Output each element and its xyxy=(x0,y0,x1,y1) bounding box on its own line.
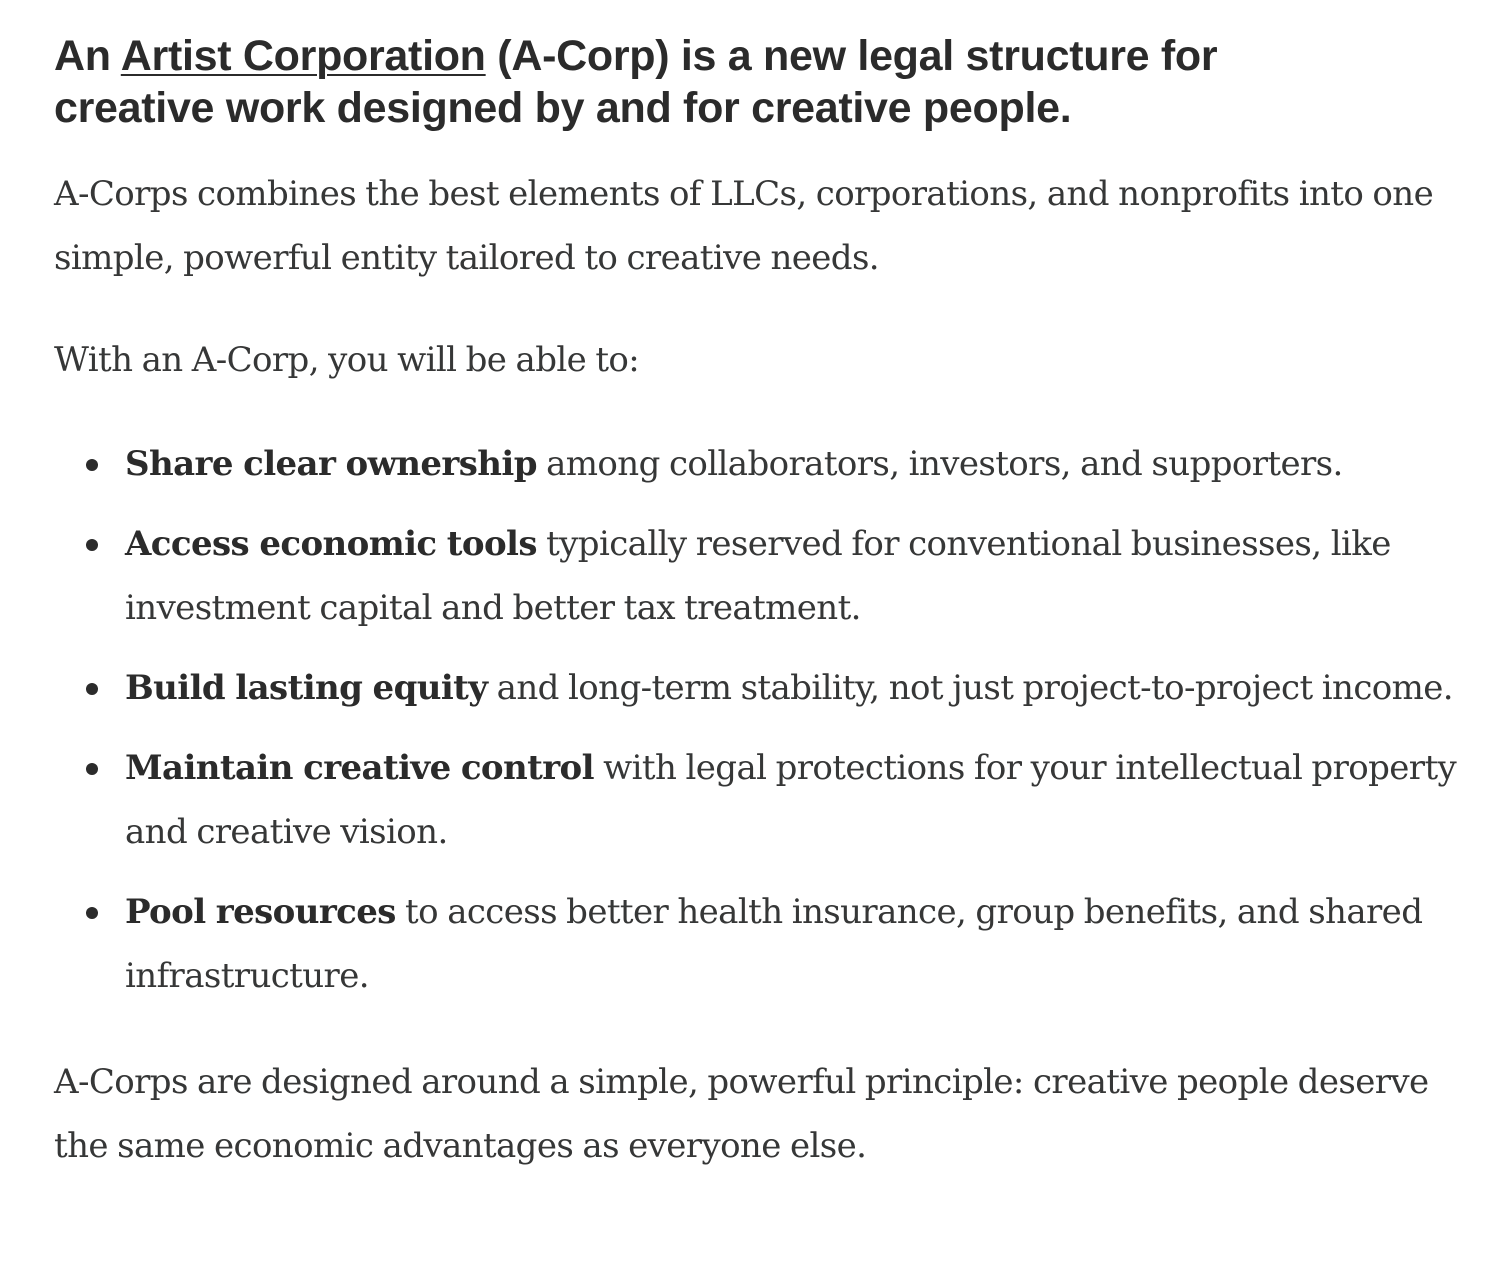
benefit-description: with legal protections for your intellectual property and creative vision. xyxy=(125,748,1457,852)
artist-corporation-link[interactable]: Artist Corporation xyxy=(120,32,486,80)
benefit-title: Build lasting equity xyxy=(125,668,488,708)
benefit-title: Maintain creative control xyxy=(125,748,594,788)
bullet-icon xyxy=(86,539,98,551)
bullet-icon xyxy=(86,683,98,695)
benefit-description: and long-term stability, not just project-to-project income. xyxy=(487,668,1453,708)
benefits-list xyxy=(54,432,1504,1008)
bullet-icon xyxy=(86,763,98,775)
benefit-item-creative-control xyxy=(54,736,1510,864)
article-body xyxy=(54,30,1504,1178)
benefit-item-ownership xyxy=(54,432,1510,496)
benefit-description: among collaborators, investors, and supporters. xyxy=(536,444,1343,484)
lead-in-paragraph: With an A-Corp, you will be able to: xyxy=(54,340,640,380)
benefit-description: to access better health insurance, group benefits, and shared infrastructure. xyxy=(125,892,1423,996)
benefit-item-equity xyxy=(54,656,1510,720)
benefit-title: Share clear ownership xyxy=(125,444,537,484)
intro-paragraph: A-Corps combines the best elements of LLCs, corporations, and nonprofits into one simple, powerful entity tailored to creative needs. xyxy=(54,174,1434,278)
bullet-icon xyxy=(86,459,98,471)
headline xyxy=(54,30,1354,134)
benefit-item-economic-tools xyxy=(54,512,1510,640)
closing-paragraph: A-Corps are designed around a simple, powerful principle: creative people deserve the same economic advantages as everyone else. xyxy=(54,1062,1429,1166)
headline-prefix: An xyxy=(54,32,121,80)
bullet-icon xyxy=(86,907,98,919)
headline-suffix: (A-Corp) is a new legal structure for creative work designed by and for creative people. xyxy=(54,32,1218,132)
benefit-title: Access economic tools xyxy=(125,524,537,564)
benefit-title: Pool resources xyxy=(125,892,396,932)
benefit-item-pool-resources xyxy=(54,880,1510,1008)
benefit-description: typically reserved for conventional businesses, like investment capital and better tax treatment. xyxy=(125,524,1391,628)
